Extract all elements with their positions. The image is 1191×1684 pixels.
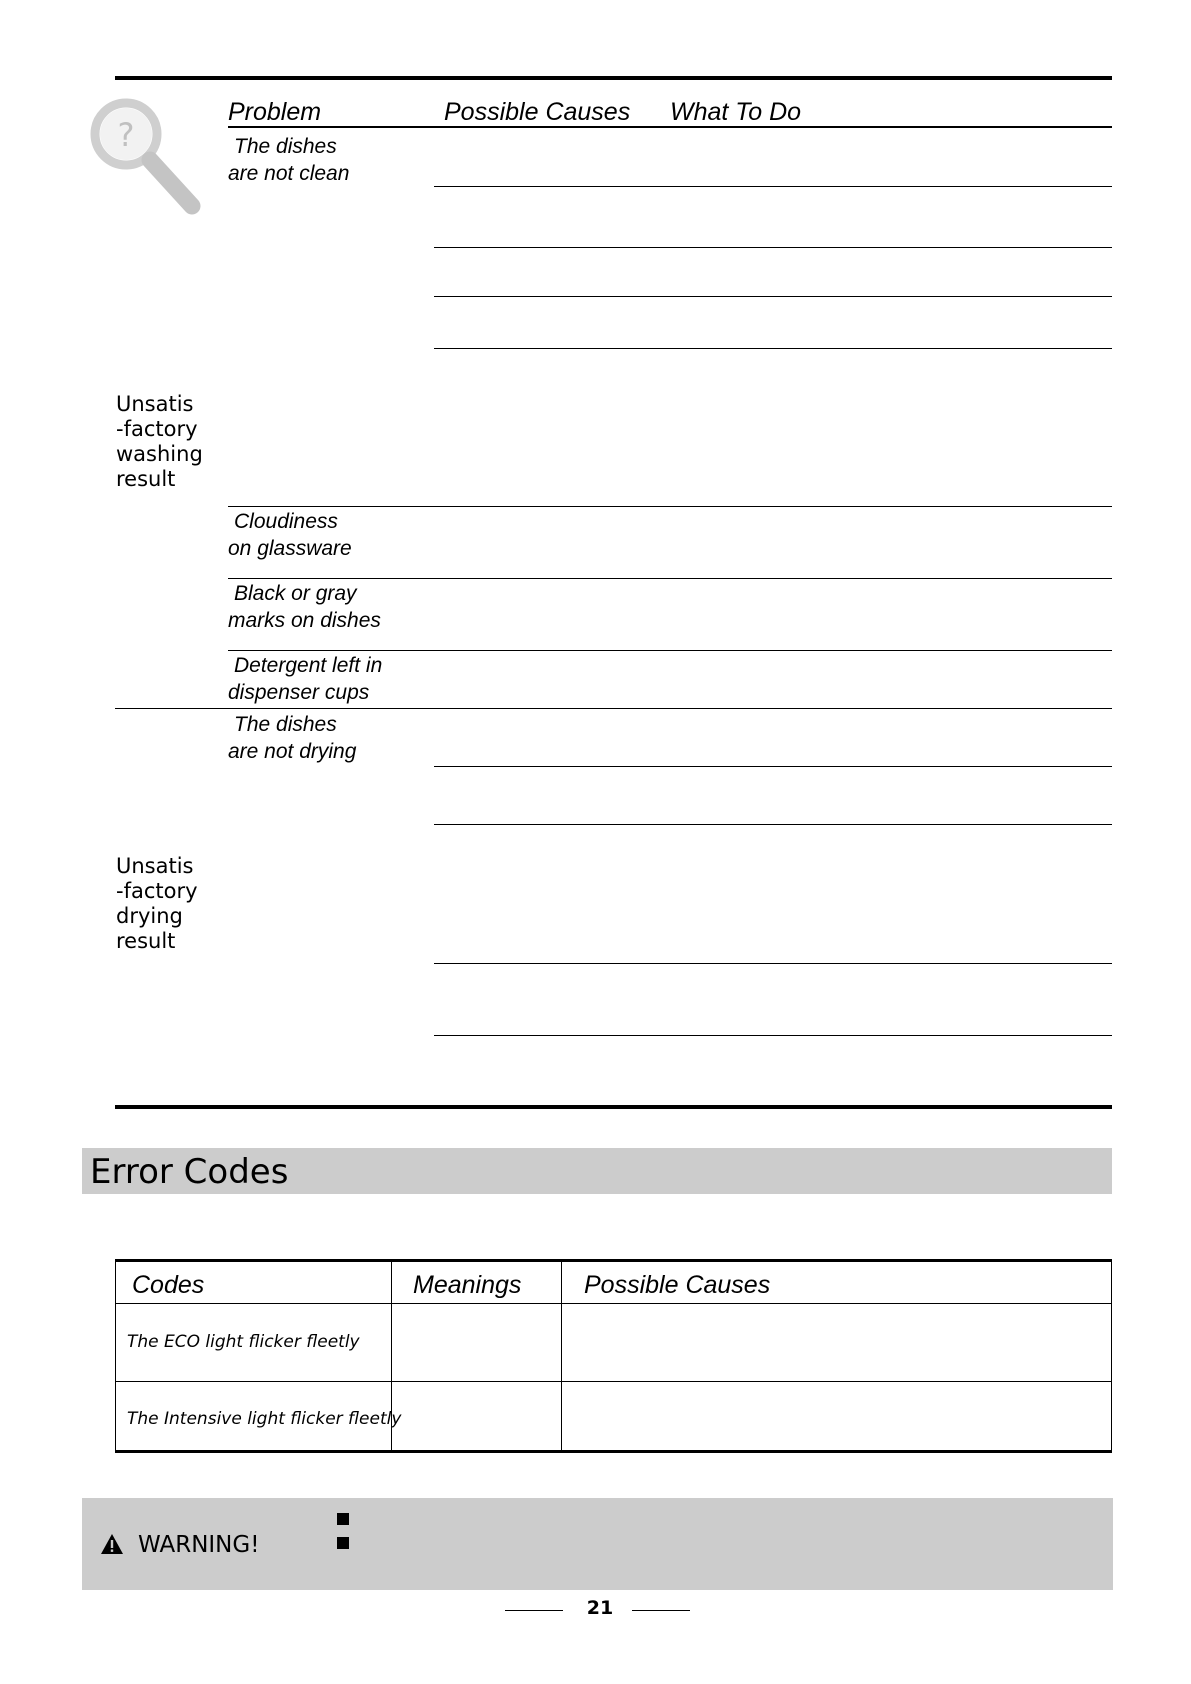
problem-line: dispenser cups	[228, 681, 370, 704]
category-line: -factory	[116, 417, 198, 441]
problem-line: Detergent left in	[234, 654, 383, 677]
table-right-border	[1111, 1259, 1112, 1453]
table-header-divider	[115, 1303, 1112, 1304]
cause-divider	[434, 824, 1112, 825]
section-title: Error Codes	[90, 1152, 289, 1192]
problem-dishes-not-clean	[228, 133, 349, 187]
table-col-divider	[561, 1259, 562, 1453]
category-line: Unsatis	[116, 854, 194, 878]
problem-cloudiness	[228, 508, 352, 562]
table-bottom-rule	[115, 1450, 1112, 1453]
top-rule	[115, 76, 1112, 80]
page-number-rule-right	[632, 1610, 690, 1611]
category-line: drying	[116, 904, 183, 928]
cause-divider	[434, 766, 1112, 767]
header-problem: Problem	[228, 98, 322, 126]
problem-black-gray-marks	[228, 580, 381, 634]
header-codes: Codes	[132, 1271, 205, 1299]
category-line: result	[116, 929, 176, 953]
problem-line: Black or gray	[234, 582, 357, 605]
bullet-square-icon	[337, 1537, 349, 1549]
table-top-rule	[115, 1259, 1112, 1262]
category-line: -factory	[116, 879, 198, 903]
cause-divider	[434, 296, 1112, 297]
problem-line: are not drying	[228, 740, 357, 763]
problem-dishes-not-drying	[228, 711, 356, 765]
category-drying	[116, 854, 198, 954]
problem-divider	[228, 650, 1112, 651]
cause-divider	[434, 247, 1112, 248]
cause-divider	[434, 348, 1112, 349]
table-left-border	[115, 1259, 116, 1453]
cause-divider	[434, 186, 1112, 187]
problem-divider	[228, 506, 1112, 507]
header-what-to-do: What To Do	[670, 98, 802, 126]
warning-label: WARNING!	[138, 1532, 260, 1558]
error-code-eco: The ECO light flicker fleetly	[127, 1332, 360, 1352]
problem-line: on glassware	[228, 537, 352, 560]
warning-triangle-icon	[100, 1533, 124, 1555]
bottom-rule	[115, 1105, 1112, 1109]
problem-detergent-left	[228, 652, 382, 706]
magnifier-question-icon	[88, 94, 208, 218]
error-codes-table	[115, 1259, 1112, 1453]
category-washing	[116, 392, 203, 492]
problem-line: The dishes	[234, 135, 337, 158]
warning-banner	[82, 1498, 1113, 1590]
category-line: result	[116, 467, 176, 491]
problem-line: The dishes	[234, 713, 337, 736]
header-underline	[228, 126, 1112, 128]
error-codes-banner	[82, 1148, 1112, 1194]
bullet-square-icon	[337, 1513, 349, 1525]
table-row-divider	[115, 1381, 1112, 1382]
category-line: washing	[116, 442, 203, 466]
cause-divider	[434, 1035, 1112, 1036]
problem-line: marks on dishes	[228, 609, 381, 632]
header-meanings: Meanings	[413, 1271, 522, 1299]
problem-line: are not clean	[228, 162, 350, 185]
category-line: Unsatis	[116, 392, 194, 416]
header-possible-causes: Possible Causes	[444, 98, 631, 126]
problem-line: Cloudiness	[234, 510, 338, 533]
page-number: 21	[586, 1597, 614, 1619]
section-divider	[115, 708, 1112, 709]
error-code-intensive: The Intensive light flicker fleetly	[127, 1409, 402, 1429]
svg-text:?: ?	[117, 116, 135, 154]
header-possible-causes: Possible Causes	[584, 1271, 771, 1299]
problem-divider	[228, 578, 1112, 579]
page-number-rule-left	[505, 1610, 563, 1611]
cause-divider	[434, 963, 1112, 964]
